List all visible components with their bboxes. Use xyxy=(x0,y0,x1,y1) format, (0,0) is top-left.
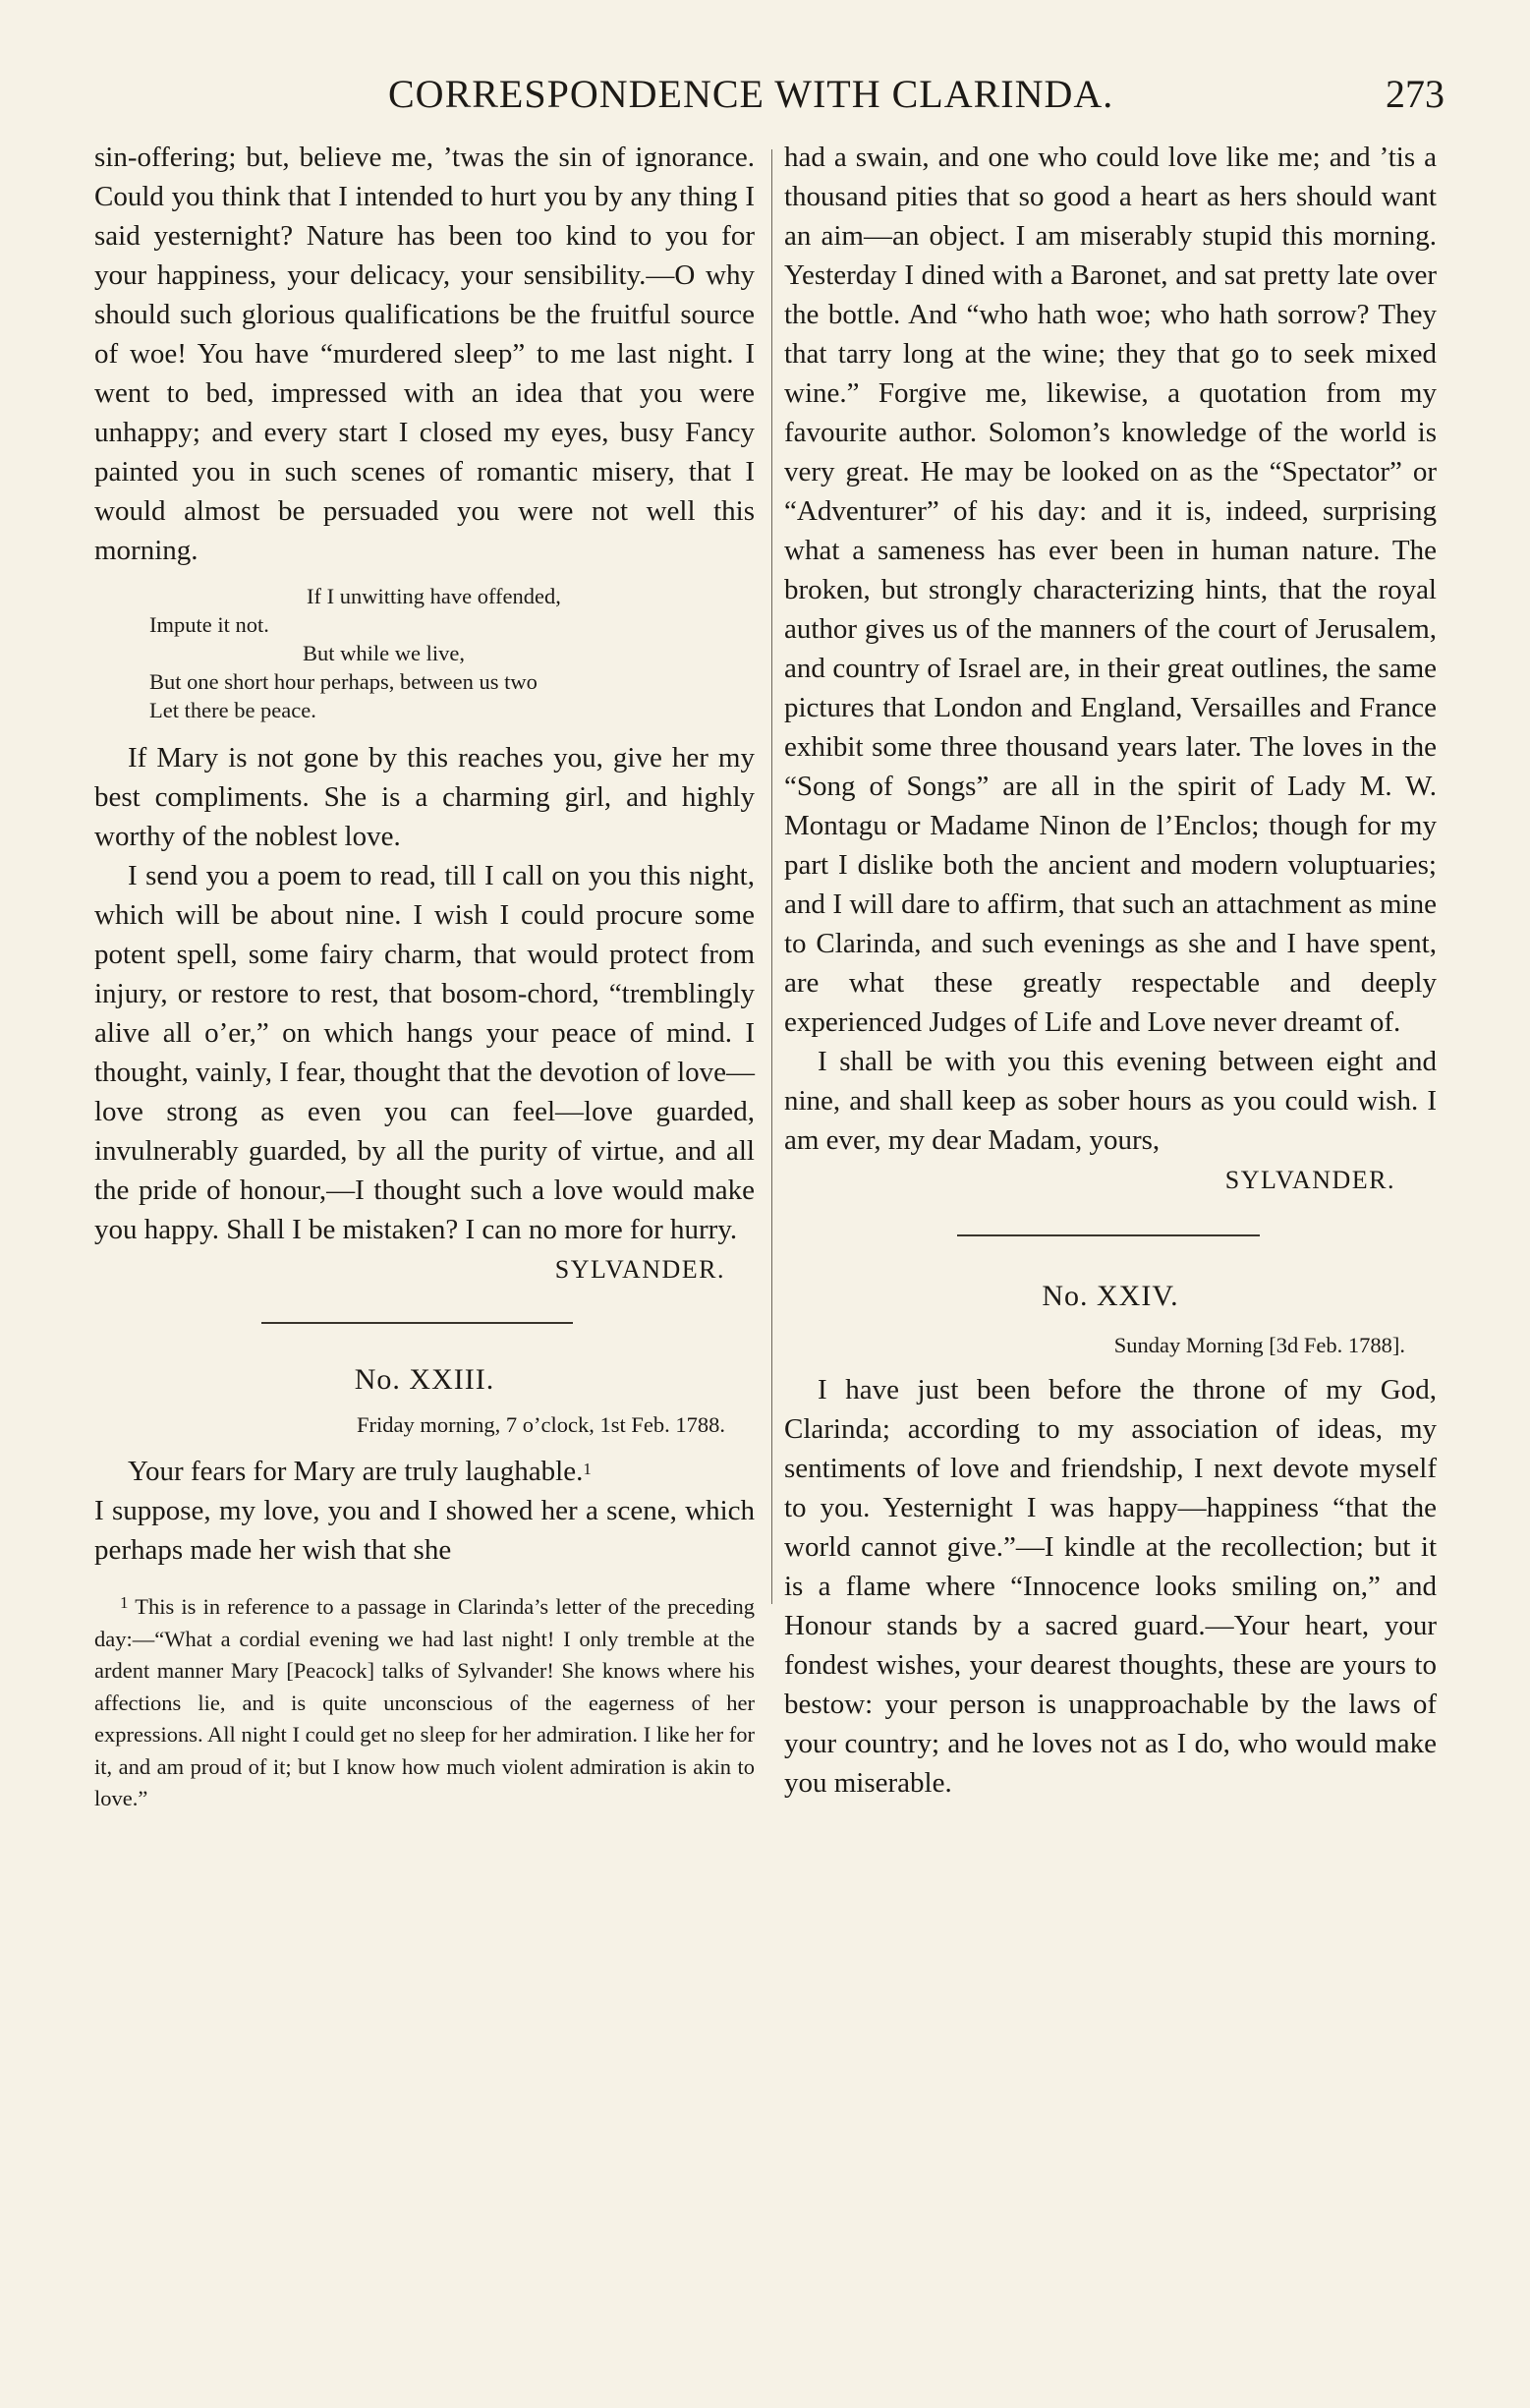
section-divider xyxy=(261,1322,573,1324)
footnote-text: This is in reference to a passage in Clarinda’s letter of the preceding day:—“What a cordial evening we had last night! I only tremble at the ardent manner Mary [Peacock] talks of Sylvander! She knows where his affections lie, and is quite unconscious of the eagerness of her expressions. All night I could get no sleep for her admiration. I like her for it, and am proud of it; but I know how much violent admiration is akin to love.” xyxy=(94,1594,755,1810)
column-rule xyxy=(771,149,772,1604)
paragraph: sin-offering; but, believe me, ’twas the sin of ignorance. Could you think that I intended to hurt you by any thing I said yesternight? Nature has been too kind to you for your happiness, your delicacy, your sensibility.—O why should such glorious qualifications be the fruitful source of woe! You have “murdered sleep” to me last night. I went to bed, impressed with an idea that you were unhappy; and every start I closed my eyes, busy Fancy painted you in such scenes of romantic misery, that I would almost be persuaded you were not well this morning. xyxy=(94,142,755,566)
footnote-marker: 1 xyxy=(120,1593,129,1612)
signature: SYLVANDER. xyxy=(1224,1166,1395,1194)
section-divider xyxy=(957,1234,1260,1236)
signature: SYLVANDER. xyxy=(554,1255,725,1284)
paragraph: If Mary is not gone by this reaches you, give her my best compliments. She is a charming girl, and highly worthy of the noblest love. xyxy=(94,742,755,852)
footnote-reference: 1 xyxy=(583,1460,592,1478)
paragraph: I shall be with you this evening between eight and nine, and shall keep as sober hours as you could wish. I am ever, my dear Madam, yours, xyxy=(784,1046,1437,1156)
poem-quotation xyxy=(149,582,755,724)
paragraph xyxy=(94,1450,755,1491)
running-title: CORRESPONDENCE WITH CLARINDA. xyxy=(388,72,1114,116)
paragraph: I have just been before the throne of my God, Clarinda; according to my association of ideas, my sentiments of love and friendship, I next devote myself to you. Yesternight I was happy—happiness “that the world cannot give.”—I kindle at the recollection; but it is a flame where “Innocence looks smiling on,” and Honour stands by a sacred guard.—Your heart, your fondest wishes, your dearest thoughts, these are yours to bestow: your person is unapproachable by the laws of your country; and he loves not as I do, who would make you miserable. xyxy=(784,1374,1437,1799)
running-header xyxy=(388,71,1445,126)
poem-line: Let there be peace. xyxy=(149,698,316,722)
letter-date: Friday morning, 7 o’clock, 1st Feb. 1788. xyxy=(357,1412,725,1437)
paragraph: I suppose, my love, you and I showed her a scene, which perhaps made her wish that she xyxy=(94,1495,755,1566)
poem-line: Impute it not. xyxy=(149,612,269,637)
paragraph-text: Your fears for Mary are truly laughable. xyxy=(128,1456,584,1487)
right-column xyxy=(784,138,1437,1803)
poem-line: If I unwitting have offended, xyxy=(307,584,561,608)
letter-heading: No. XXIV. xyxy=(1042,1280,1179,1312)
paragraph: had a swain, and one who could love like me; and ’tis a thousand pities that so good a heart as hers should want an aim—an object. I am miserably stupid this morning. Yesterday I dined with a Baronet, and sat pretty late over the bottle. And “who hath woe; who hath sorrow? They that tarry long at the wine; they that go to seek mixed wine.” Forgive me, likewise, a quotation from my favourite author. Solomon’s knowledge of the world is very great. He may be looked on as the “Spectator” or “Adventurer” of his day: and it is, indeed, surprising what a sameness has ever been in human nature. The broken, but strongly characterizing hints, that the royal author gives us of the manners of the court of Jerusalem, and country of Israel are, in their great outlines, the same pictures that London and England, Versailles and France exhibit some three thousand years later. The loves in the “Song of Songs” are all in the spirit of Lady M. W. Montagu or Madame Ninon de l’Enclos; though for my part I dislike both the ancient and modern voluptuaries; and I will dare to affirm, that such an attachment as mine to Clarinda, and such evenings as she and I have spent, are what these greatly respectable and deeply experienced Judges of Life and Love never dreamt of. xyxy=(784,142,1437,1038)
poem-line: But while we live, xyxy=(303,641,465,665)
footnote xyxy=(94,1587,755,1815)
paragraph: I send you a poem to read, till I call on you this night, which will be about nine. I wish I could procure some potent spell, some fairy charm, that would protect from injury, or restore to rest, that bosom-chord, “tremblingly alive all o’er,” on which hangs your peace of mind. I thought, vainly, I fear, thought that the devotion of love—love strong as even you can feel—love guarded, invulnerably guarded, by all the purity of virtue, and all the pride of honour,—I thought such a love would make you happy. Shall I be mistaken? I can no more for hurry. xyxy=(94,860,755,1245)
letter-heading: No. XXIII. xyxy=(354,1363,495,1396)
poem-line: But one short hour perhaps, between us two xyxy=(149,669,538,694)
letter-date: Sunday Morning [3d Feb. 1788]. xyxy=(1113,1333,1405,1357)
page-number: 273 xyxy=(1386,72,1445,116)
left-column xyxy=(94,138,755,1815)
